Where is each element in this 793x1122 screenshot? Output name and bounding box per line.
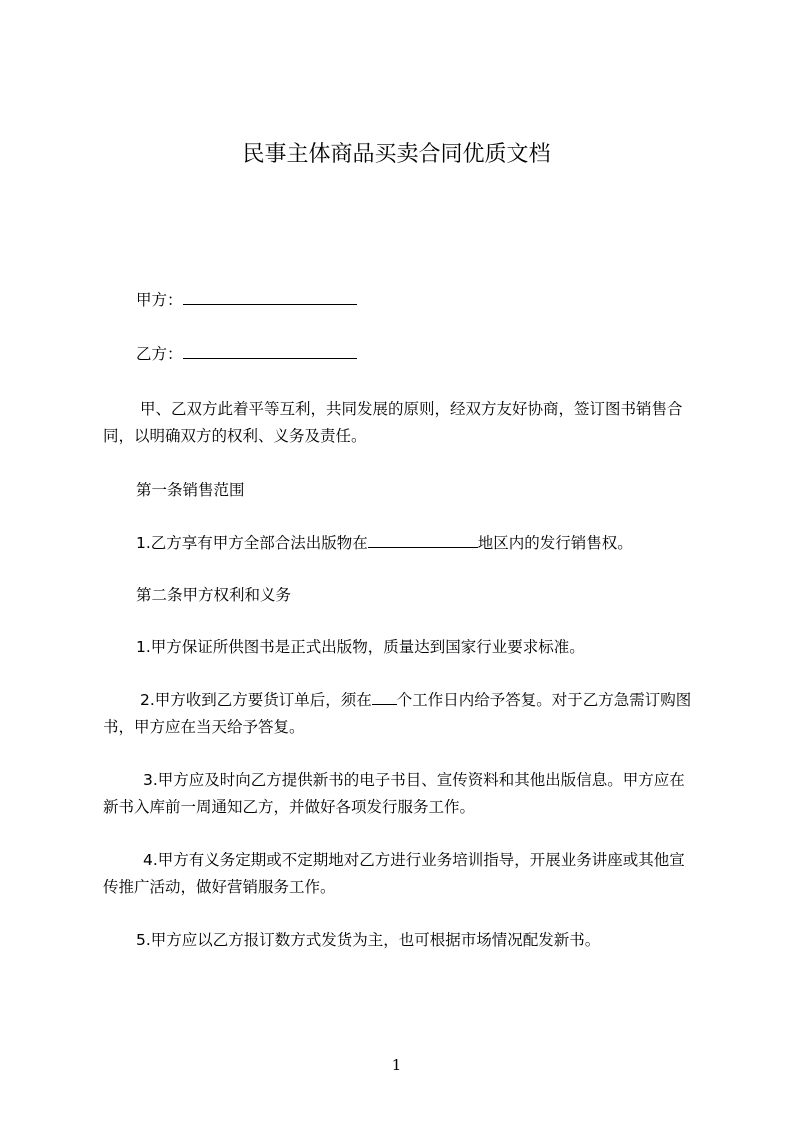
party-b-label: 乙方： <box>136 345 183 363</box>
party-b-line <box>136 343 357 365</box>
party-a-blank[interactable] <box>183 290 357 305</box>
workdays-blank[interactable] <box>372 690 397 705</box>
article2-item2-line2: 书，甲方应在当天给予答复。 <box>103 718 305 736</box>
article2-item2-line1 <box>140 689 691 711</box>
article1-item1 <box>136 532 633 554</box>
article2-item2-pre: 2.甲方收到乙方要货订单后，须在 <box>140 691 372 709</box>
article1-heading: 第一条销售范围 <box>136 481 245 499</box>
article2-item3-line1: 3.甲方应及时向乙方提供新书的电子书目、宣传资料和其他出版信息。甲方应在 <box>143 771 685 789</box>
intro-line-2: 同，以明确双方的权利、义务及责任。 <box>103 427 367 445</box>
party-a-label: 甲方： <box>136 291 183 309</box>
article2-item1: 1.甲方保证所供图书是正式出版物，质量达到国家行业要求标准。 <box>136 638 585 656</box>
article2-item5: 5.甲方应以乙方报订数方式发货为主，也可根据市场情况配发新书。 <box>136 931 601 949</box>
article2-item4-line1: 4.甲方有义务定期或不定期地对乙方进行业务培训指导，开展业务讲座或其他宣 <box>143 851 685 869</box>
page-number: 1 <box>391 1056 402 1074</box>
intro-line-1: 甲、乙双方此着平等互利，共同发展的原则，经双方友好协商，签订图书销售合 <box>140 400 683 418</box>
article2-item3-line2: 新书入库前一周通知乙方，并做好各项发行服务工作。 <box>103 798 476 816</box>
region-blank[interactable] <box>368 533 478 548</box>
party-a-line <box>136 289 357 311</box>
article1-item1-pre: 1.乙方享有甲方全部合法出版物在 <box>136 534 368 552</box>
article2-item2-post: 个工作日内给予答复。对于乙方急需订购图 <box>396 691 692 709</box>
article2-heading: 第二条甲方权利和义务 <box>136 586 292 604</box>
document-title: 民事主体商品买卖合同优质文档 <box>242 142 551 167</box>
party-b-blank[interactable] <box>183 344 357 359</box>
article1-item1-post: 地区内的发行销售权。 <box>477 534 633 552</box>
article2-item4-line2: 传推广活动，做好营销服务工作。 <box>103 878 336 896</box>
